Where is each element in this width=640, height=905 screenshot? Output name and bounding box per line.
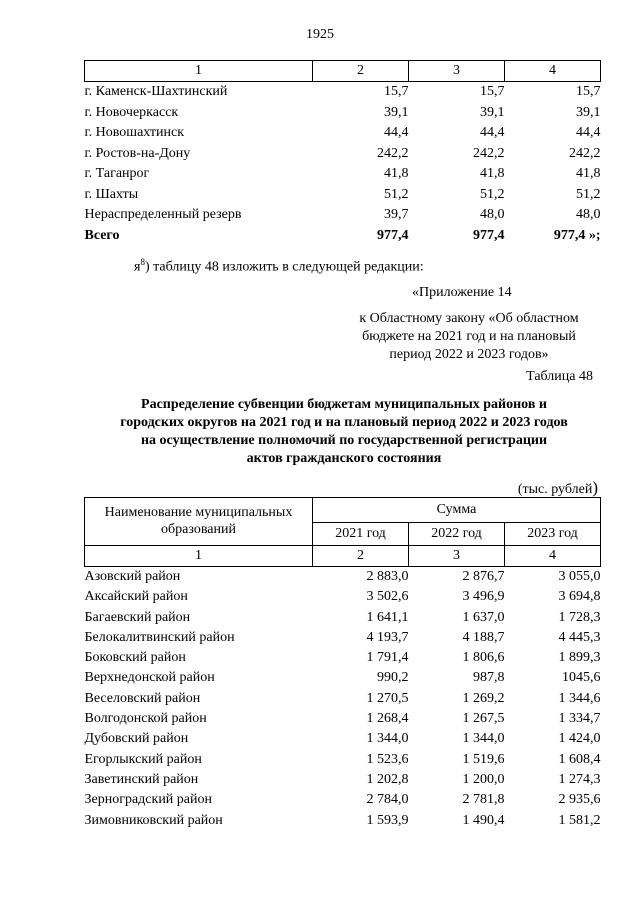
value-2022: 1 519,6: [462, 751, 505, 767]
municipality-name: Заветинский район: [84, 771, 199, 787]
table-row: [85, 567, 601, 588]
value-2021: 1 344,0: [366, 731, 409, 747]
value-2022: 1 490,4: [462, 812, 505, 828]
header-municipality: [85, 498, 313, 546]
value-2022: 15,7: [480, 84, 505, 99]
table-row: [85, 205, 601, 226]
value-2023: 1045,6: [562, 670, 601, 686]
appendix-title: «Приложение 14: [412, 285, 512, 300]
table-row: [85, 123, 601, 144]
value-2023: 1 728,3: [558, 609, 601, 625]
value-2022: 3 496,9: [462, 589, 505, 605]
title-line: городских округов на 2021 год и на плановый период 2022 и 2023 годов: [120, 415, 568, 430]
units-text: (тыс. рублей: [517, 482, 593, 497]
value-2022: 1 637,0: [462, 609, 505, 625]
table-row: [85, 709, 601, 729]
col-number-2: 2: [313, 546, 409, 567]
clause-superscript: 8: [140, 257, 145, 267]
table-row: [85, 628, 601, 648]
value-2021: 39,7: [384, 207, 409, 222]
municipality-name: Волгодонской район: [84, 711, 207, 727]
municipality-name: г. Новочеркасск: [84, 104, 179, 120]
value-2023: 1 334,7: [558, 711, 601, 727]
table-row: [85, 790, 601, 810]
value-2022: 44,4: [480, 125, 505, 140]
value-2022: 4 188,7: [462, 629, 505, 645]
units-note: [518, 478, 598, 498]
value-2021: 1 268,4: [366, 711, 409, 727]
table-row: [85, 729, 601, 749]
value-2022: 2 876,7: [462, 569, 505, 584]
title-line: на осуществление полномочий по государственной регистрации: [140, 433, 548, 448]
value-2023: 1 424,0: [558, 731, 601, 747]
value-2023: 41,8: [576, 166, 601, 181]
total-2023: [505, 226, 601, 247]
col-number-1: 1: [85, 546, 313, 567]
table-label: Таблица 48: [526, 369, 593, 384]
value-2022: 48,0: [480, 207, 505, 222]
table-row: [85, 668, 601, 688]
clause-text: ) таблицу 48 изложить в следующей редакции:: [144, 259, 424, 275]
municipality-name: Егорлыкский район: [84, 751, 202, 767]
value-2023: 3 055,0: [558, 569, 601, 584]
header-year-2022: 2022 год: [409, 523, 505, 546]
table-row: [85, 770, 601, 790]
value-2022: 51,2: [480, 186, 505, 202]
header-municipality-line: образований: [161, 522, 236, 537]
table-row: [85, 811, 601, 831]
value-2023: 1 274,3: [558, 771, 601, 787]
value-2023: 39,1: [576, 104, 601, 120]
value-2021: 15,7: [384, 84, 409, 99]
value-2023: 44,4: [576, 125, 601, 140]
value-2021: 1 641,1: [366, 609, 409, 625]
municipality-name: Дубовский район: [84, 731, 189, 747]
value-2023: 4 445,3: [558, 629, 601, 645]
col-number-2: 2: [313, 61, 409, 82]
table-header-row: [85, 498, 601, 523]
table-row: [85, 587, 601, 607]
table-row: [85, 103, 601, 124]
value-2021: 41,8: [384, 166, 409, 181]
header-sum: Сумма: [313, 498, 601, 523]
closing-quote: »;: [585, 227, 601, 243]
municipality-name: Зерноградский район: [84, 792, 212, 808]
municipality-name: Азовский район: [84, 569, 181, 584]
value-2023: 1 344,6: [558, 690, 601, 706]
total-2021: 977,4: [377, 227, 409, 243]
municipality-name: Аксайский район: [84, 589, 188, 605]
amendment-clause: [134, 257, 424, 276]
value-2022: 1 200,0: [462, 771, 505, 787]
title-line: актов гражданского состояния: [246, 451, 442, 466]
value-2021: 44,4: [384, 125, 409, 140]
table-cities-continuation: [84, 60, 601, 246]
value-2022: 987,8: [473, 670, 505, 686]
municipality-name: Багаевский район: [84, 609, 191, 625]
municipality-name: г. Шахты: [84, 186, 139, 202]
value-2021: 1 791,4: [366, 650, 409, 666]
table-column-numbers-row: [85, 546, 601, 567]
clause-prefix: я: [134, 259, 141, 275]
header-year-2021: 2021 год: [313, 523, 409, 546]
value-2021: 2 784,0: [366, 792, 409, 808]
table-row: [85, 689, 601, 709]
municipality-name: г. Новошахтинск: [84, 125, 185, 140]
value-2022: 1 344,0: [462, 731, 505, 747]
table-header-row: [85, 61, 601, 82]
total-2023-value: 977,4: [553, 227, 586, 243]
value-2021: 51,2: [384, 186, 409, 202]
value-2021: 1 523,6: [366, 751, 409, 767]
total-2022: 977,4: [473, 227, 505, 243]
municipality-name: г. Каменск-Шахтинский: [84, 84, 228, 99]
total-label: Всего: [84, 227, 120, 243]
header-municipality-line: Наименование муниципальных: [104, 505, 293, 520]
value-2021: 1 270,5: [366, 690, 409, 706]
appendix-line: бюджете на 2021 год и на плановый: [362, 329, 576, 344]
value-2023: 15,7: [576, 84, 601, 99]
col-number-4: 4: [505, 61, 601, 82]
value-2023: 242,2: [569, 145, 601, 161]
appendix-reference: [342, 310, 596, 364]
value-2021: 4 193,7: [366, 629, 409, 645]
col-number-3: 3: [409, 61, 505, 82]
value-2021: 2 883,0: [366, 569, 409, 584]
value-2023: 1 899,3: [558, 650, 601, 666]
municipality-name: г. Ростов-на-Дону: [84, 145, 191, 161]
table-row: [85, 164, 601, 185]
municipality-name: г. Таганрог: [84, 166, 150, 181]
value-2021: 990,2: [377, 670, 409, 686]
value-2023: 2 935,6: [558, 792, 601, 808]
table-48: [84, 497, 601, 831]
appendix-line: период 2022 и 2023 годов»: [389, 347, 549, 362]
value-2021: 242,2: [377, 145, 409, 161]
header-year-2023: 2023 год: [505, 523, 601, 546]
value-2022: 41,8: [480, 166, 505, 181]
title-line: Распределение субвенции бюджетам муниципальных районов и: [141, 397, 547, 412]
value-2023: 1 581,2: [558, 812, 601, 828]
municipality-name: Белокалитвинский район: [84, 629, 235, 645]
page-number: 1925: [306, 27, 334, 42]
value-2022: 1 269,2: [462, 690, 505, 706]
value-2021: 39,1: [384, 104, 409, 120]
col-number-1: 1: [85, 61, 313, 82]
value-2023: 1 608,4: [558, 751, 601, 767]
municipality-name: Верхнедонской район: [84, 670, 215, 686]
value-2022: 1 267,5: [462, 711, 505, 727]
appendix-line: к Областному закону «Об областном: [359, 311, 579, 326]
units-close: ): [592, 478, 598, 497]
municipality-name: Нераспределенный резерв: [84, 207, 242, 222]
table-row: [85, 82, 601, 103]
table-row: [85, 608, 601, 628]
table-row: [85, 144, 601, 165]
value-2021: 1 593,9: [366, 812, 409, 828]
table-title: [84, 396, 604, 468]
municipality-name: Веселовский район: [84, 690, 201, 706]
value-2022: 2 781,8: [462, 792, 505, 808]
value-2023: 48,0: [576, 207, 601, 222]
table-row: [85, 648, 601, 668]
value-2023: 51,2: [576, 186, 601, 202]
table-row: [85, 185, 601, 206]
value-2023: 3 694,8: [558, 589, 601, 605]
value-2021: 1 202,8: [366, 771, 409, 787]
municipality-name: Боковский район: [84, 650, 186, 666]
municipality-name: Зимовниковский район: [84, 812, 223, 828]
col-number-4: 4: [505, 546, 601, 567]
value-2022: 242,2: [473, 145, 505, 161]
value-2022: 39,1: [480, 104, 505, 120]
col-number-3: 3: [409, 546, 505, 567]
value-2021: 3 502,6: [366, 589, 409, 605]
value-2022: 1 806,6: [462, 650, 505, 666]
total-row: [85, 226, 601, 247]
table-row: [85, 750, 601, 770]
